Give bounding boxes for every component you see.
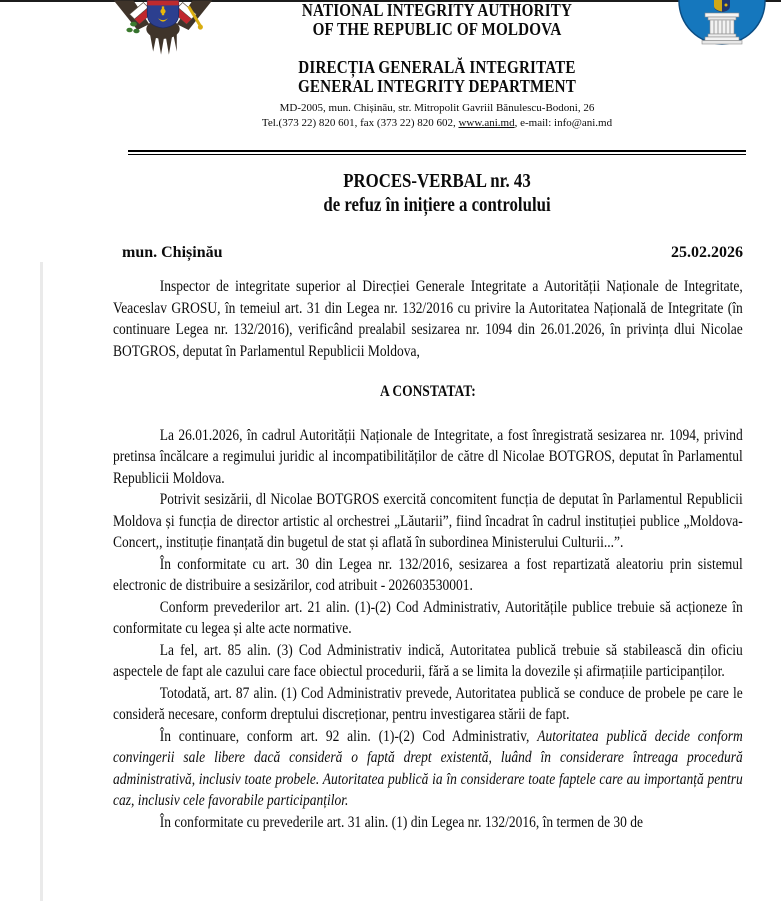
body-paragraph: În conformitate cu art. 30 din Legea nr. 132/2016, sesizarea a fost repartizată aleatoriu prin sistemul electronic de distribuire a sesizărilor, cod atribuit - 202603530001. — [113, 555, 743, 594]
place-date-row — [122, 243, 743, 262]
scan-artifact-line — [40, 262, 43, 901]
department-name — [177, 58, 696, 95]
header-divider-double-rule — [128, 150, 746, 155]
body-paragraph: Conform prevederilor art. 21 alin. (1)-(2) Cod Administrativ, Autoritățile publice trebuie să acționeze în conformitate cu legea și alte acte normative. — [113, 598, 743, 637]
document-body — [113, 276, 743, 833]
document-title — [177, 170, 696, 217]
quote-paragraph — [113, 726, 743, 812]
body-paragraph: Totodată, art. 87 alin. (1) Cod Administrativ prevede, Autoritatea publică se conduce de probele pe care le consideră necesare, conform dreptului discreționar, pentru investigarea stării de fapt. — [113, 684, 743, 723]
body-paragraph: La 26.01.2026, în cadrul Autorității Naționale de Integritate, a fost înregistrată sesizarea nr. 1094, privind pretinsa încălcare a regimului juridic al incompatibilităților de către dl Nicolae BOTGROS, deputat în Parlamentul Republicii Moldova. — [113, 426, 743, 487]
contact-prefix: Tel.(373 22) 820 601, fax (373 22) 820 602, — [261, 116, 459, 129]
place-label: mun. Chișinău — [122, 244, 223, 261]
address-line: MD-2005, mun. Chișinău, str. Mitropolit Gavriil Bănulescu-Bodoni, 26 — [279, 102, 595, 114]
closing-paragraph: În conformitate cu prevederile art. 31 alin. (1) din Legea nr. 132/2016, în termen de 30 de — [159, 813, 644, 831]
intro-paragraph: Inspector de integritate superior al Direcției Generale Integritate a Autorității Naționale de Integritate, Veaceslav GROSU, în temeiul art. 31 din Legea nr. 132/2016 cu privire la Autoritatea Națională de Integritate (în continuare Legea nr. 132/2016), verificând prealabil sesizarea nr. 1094 din 26.01.2026, în privința dlui Nicolae BOTGROS, deputat în Parlamentul Republicii Moldova, — [113, 278, 743, 360]
contact-line — [128, 116, 746, 131]
section-heading: A CONSTATAT: — [379, 383, 476, 400]
body-paragraph: La fel, art. 85 alin. (3) Cod Administrativ indică, Autoritatea publică trebuie să stabilească din oficiu aspectele de fapt ale cazului care face obiectul procedurii, fără a se limita la dovezile și afirmațiile participanților. — [113, 641, 743, 680]
body-paragraph: Potrivit sesizării, dl Nicolae BOTGROS exercită concomitent funcția de deputat în Parlamentul Republicii Moldova și funcția de director artistic al orchestrei „Lăutarii”, fiind încadrat în cadrul instituției publice „Moldova-Concert,, instituție finanțată din bugetul de stat și aflată în subordinea Ministerului Culturii...”. — [113, 491, 743, 551]
quote-lead: În continuare, conform art. 92 alin. (1)-(2) Cod Administrativ, — [159, 727, 538, 745]
website-link[interactable]: www.ani.md — [458, 116, 515, 129]
org-name-line1: NATIONAL INTEGRITY AUTHORITY — [301, 0, 573, 20]
date-label: 25.02.2026 — [671, 244, 743, 261]
contact-suffix: , e-mail: info@ani.md — [514, 116, 613, 129]
document-title-line2: de refuz în inițiere a controlului — [323, 193, 551, 216]
department-name-en: GENERAL INTEGRITY DEPARTMENT — [297, 75, 577, 96]
header-contact-block — [128, 101, 746, 131]
quote-italic-text: Autoritatea publică decide conform convingerii sale libere dacă consideră o faptă drept existentă, luând în considerare întreaga procedură administrativă, inclusiv toate probele. Autoritatea publică ia în considerare toate faptele care au importanță pentru caz, inclusiv cele favorabile participanților. — [113, 727, 743, 809]
org-name — [177, 1, 696, 38]
department-name-ro: DIRECȚIA GENERALĂ INTEGRITATE — [298, 57, 576, 77]
org-name-line2: OF THE REPUBLIC OF MOLDOVA — [312, 18, 562, 39]
document-title-line1: PROCES-VERBAL nr. 43 — [343, 170, 531, 192]
